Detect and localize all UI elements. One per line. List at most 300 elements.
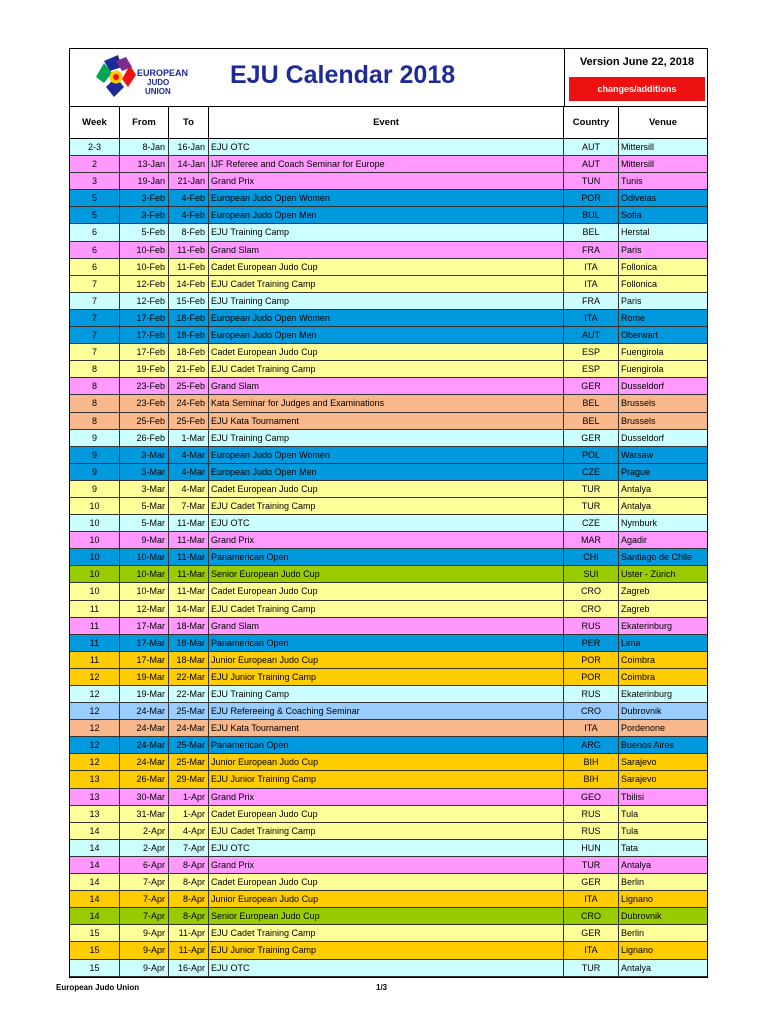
cell-event: EJU OTC	[209, 840, 564, 856]
cell-country: CRO	[564, 908, 619, 924]
cell-event: EJU Junior Training Camp	[209, 669, 564, 685]
cell-event: Cadet European Judo Cup	[209, 344, 564, 360]
cell-to: 18-Feb	[169, 327, 209, 343]
cell-week: 14	[70, 823, 120, 839]
cell-from: 17-Feb	[120, 344, 169, 360]
cell-to: 1-Apr	[169, 789, 209, 805]
changes-badge: changes/additions	[569, 77, 705, 101]
cell-event: EJU Cadet Training Camp	[209, 601, 564, 617]
cell-to: 8-Apr	[169, 908, 209, 924]
cell-event: Cadet European Judo Cup	[209, 806, 564, 822]
cell-from: 25-Feb	[120, 413, 169, 429]
cell-event: EJU OTC	[209, 139, 564, 155]
table-row	[70, 703, 707, 720]
cell-venue: Follonica	[621, 278, 658, 289]
cell-to: 25-Mar	[169, 703, 209, 719]
cell-to: 21-Feb	[169, 361, 209, 377]
cell-venue: Rome	[621, 312, 646, 323]
cell-country: ITA	[564, 259, 619, 275]
cell-to: 24-Mar	[169, 720, 209, 736]
cell-event: European Judo Open Women	[209, 310, 564, 326]
cell-to: 18-Feb	[169, 344, 209, 360]
cell-event: EJU OTC	[209, 515, 564, 531]
table-row	[70, 925, 707, 942]
cell-country: AUT	[564, 156, 619, 172]
cell-venue: Ekaterinburg	[621, 620, 673, 631]
cell-country: POR	[564, 652, 619, 668]
cell-country: RUS	[564, 618, 619, 634]
cell-from: 7-Apr	[120, 874, 169, 890]
column-to: To	[169, 107, 209, 138]
cell-event: EJU Kata Tournament	[209, 720, 564, 736]
cell-to: 8-Feb	[169, 224, 209, 240]
cell-to: 16-Apr	[169, 960, 209, 976]
footer-organization: European Judo Union	[56, 983, 140, 992]
cell-week: 13	[70, 789, 120, 805]
cell-venue: Herstal	[621, 227, 650, 238]
table-row	[70, 276, 707, 293]
cell-country: CRO	[564, 703, 619, 719]
cell-event: EJU Refereeing & Coaching Seminar	[209, 703, 564, 719]
cell-week: 13	[70, 771, 120, 787]
cell-week: 12	[70, 754, 120, 770]
cell-from: 24-Mar	[120, 754, 169, 770]
column-event: Event	[209, 107, 564, 138]
cell-country: CHI	[564, 549, 619, 565]
cell-venue: Zagreb	[621, 603, 650, 614]
cell-country: ITA	[564, 942, 619, 958]
cell-week: 13	[70, 806, 120, 822]
cell-venue: Paris	[621, 295, 642, 306]
cell-country: BEL	[564, 413, 619, 429]
cell-week: 10	[70, 515, 120, 531]
cell-week: 10	[70, 549, 120, 565]
cell-country: BEL	[564, 395, 619, 411]
cell-event: Grand Prix	[209, 857, 564, 873]
cell-country: MAR	[564, 532, 619, 548]
cell-event: Grand Prix	[209, 789, 564, 805]
cell-event: Grand Slam	[209, 378, 564, 394]
cell-to: 21-Jan	[169, 173, 209, 189]
cell-venue: Coimbra	[621, 654, 656, 665]
cell-from: 10-Mar	[120, 566, 169, 582]
cell-to: 22-Mar	[169, 686, 209, 702]
cell-venue: Antalya	[621, 500, 652, 511]
cell-venue: Oberwart	[621, 330, 659, 341]
cell-to: 11-Feb	[169, 259, 209, 275]
cell-event: Grand Slam	[209, 618, 564, 634]
cell-from: 17-Feb	[120, 310, 169, 326]
table-row	[70, 618, 707, 635]
svg-text:EUROPEAN	[137, 68, 188, 78]
cell-week: 3	[70, 173, 120, 189]
cell-from: 10-Feb	[120, 242, 169, 258]
cell-from: 19-Jan	[120, 173, 169, 189]
table-row	[70, 566, 707, 583]
table-row	[70, 737, 707, 754]
table-row	[70, 293, 707, 310]
column-country: Country	[564, 107, 619, 138]
cell-venue: Berlin	[621, 928, 645, 939]
cell-week: 7	[70, 293, 120, 309]
cell-from: 12-Feb	[120, 276, 169, 292]
cell-country: AUT	[564, 327, 619, 343]
cell-country: CRO	[564, 601, 619, 617]
cell-venue: Brussels	[621, 398, 656, 409]
table-row	[70, 378, 707, 395]
cell-week: 9	[70, 481, 120, 497]
table-row	[70, 652, 707, 669]
cell-to: 8-Apr	[169, 857, 209, 873]
cell-venue: Fuengirola	[621, 347, 664, 358]
cell-from: 7-Apr	[120, 891, 169, 907]
judo-logo-icon	[96, 55, 136, 97]
table-row	[70, 156, 707, 173]
cell-country: BIH	[564, 754, 619, 770]
cell-from: 9-Apr	[120, 960, 169, 976]
cell-event: EJU Cadet Training Camp	[209, 276, 564, 292]
table-row	[70, 891, 707, 908]
cell-country: ESP	[564, 361, 619, 377]
cell-to: 4-Feb	[169, 190, 209, 206]
cell-country: RUS	[564, 823, 619, 839]
cell-from: 26-Mar	[120, 771, 169, 787]
cell-event: EJU Cadet Training Camp	[209, 823, 564, 839]
eju-logo	[92, 53, 192, 103]
cell-event: Senior European Judo Cup	[209, 908, 564, 924]
cell-week: 6	[70, 242, 120, 258]
cell-from: 17-Mar	[120, 652, 169, 668]
cell-to: 11-Feb	[169, 242, 209, 258]
cell-week: 6	[70, 224, 120, 240]
svg-text:JUDO	[147, 78, 169, 87]
cell-week: 8	[70, 378, 120, 394]
cell-from: 3-Mar	[120, 464, 169, 480]
table-row	[70, 771, 707, 788]
cell-from: 10-Mar	[120, 583, 169, 599]
cell-country: BUL	[564, 207, 619, 223]
table-row	[70, 942, 707, 959]
table-row	[70, 464, 707, 481]
table-row	[70, 823, 707, 840]
cell-to: 18-Mar	[169, 618, 209, 634]
cell-week: 12	[70, 703, 120, 719]
cell-to: 4-Mar	[169, 481, 209, 497]
cell-week: 9	[70, 464, 120, 480]
cell-venue: Berlin	[621, 877, 645, 888]
cell-venue: Dubrovnik	[621, 706, 662, 717]
cell-event: EJU Training Camp	[209, 686, 564, 702]
cell-country: POR	[564, 669, 619, 685]
cell-country: FRA	[564, 293, 619, 309]
cell-to: 18-Mar	[169, 652, 209, 668]
cell-venue: Prague	[621, 466, 651, 477]
cell-from: 19-Feb	[120, 361, 169, 377]
calendar-header	[70, 49, 707, 107]
cell-week: 12	[70, 669, 120, 685]
cell-venue: Warsaw	[621, 449, 654, 460]
cell-venue: Mittersill	[621, 142, 654, 152]
cell-venue: Follonica	[621, 261, 658, 272]
cell-week: 14	[70, 857, 120, 873]
cell-week: 8	[70, 413, 120, 429]
cell-from: 13-Jan	[120, 156, 169, 172]
cell-country: GER	[564, 925, 619, 941]
cell-country: FRA	[564, 242, 619, 258]
cell-country: HUN	[564, 840, 619, 856]
cell-event: EJU Junior Training Camp	[209, 942, 564, 958]
cell-venue: Uster - Zürich	[621, 569, 676, 580]
cell-from: 2-Apr	[120, 840, 169, 856]
cell-event: Junior European Judo Cup	[209, 652, 564, 668]
column-week: Week	[70, 107, 120, 138]
column-from: From	[120, 107, 169, 138]
cell-to: 14-Feb	[169, 276, 209, 292]
calendar-table-body	[70, 139, 707, 977]
cell-from: 2-Apr	[120, 823, 169, 839]
cell-event: EJU OTC	[209, 960, 564, 976]
table-row	[70, 344, 707, 361]
cell-venue: Odivelas	[621, 193, 657, 204]
table-row	[70, 173, 707, 190]
cell-venue: Agadir	[621, 535, 648, 546]
table-row	[70, 310, 707, 327]
cell-from: 19-Mar	[120, 669, 169, 685]
cell-week: 8	[70, 395, 120, 411]
cell-to: 18-Mar	[169, 635, 209, 651]
cell-to: 11-Mar	[169, 566, 209, 582]
svg-text:UNION	[145, 87, 171, 96]
cell-venue: Dusseldorf	[621, 432, 665, 443]
cell-venue: Antalya	[621, 859, 652, 870]
cell-event: Grand Prix	[209, 173, 564, 189]
cell-event: Panamerican Open	[209, 737, 564, 753]
cell-event: EJU Cadet Training Camp	[209, 498, 564, 514]
cell-from: 9-Mar	[120, 532, 169, 548]
cell-week: 11	[70, 618, 120, 634]
cell-country: GER	[564, 430, 619, 446]
cell-event: Panamerican Open	[209, 549, 564, 565]
cell-country: CZE	[564, 515, 619, 531]
cell-country: ITA	[564, 720, 619, 736]
cell-event: EJU Kata Tournament	[209, 413, 564, 429]
cell-week: 2	[70, 156, 120, 172]
cell-country: ITA	[564, 310, 619, 326]
cell-country: TUR	[564, 498, 619, 514]
table-row	[70, 190, 707, 207]
cell-from: 24-Mar	[120, 737, 169, 753]
cell-venue: Antalya	[621, 483, 652, 494]
table-row	[70, 840, 707, 857]
cell-to: 11-Mar	[169, 549, 209, 565]
cell-country: TUR	[564, 960, 619, 976]
cell-week: 7	[70, 276, 120, 292]
version-box	[564, 49, 709, 106]
cell-week: 9	[70, 447, 120, 463]
table-row	[70, 395, 707, 412]
cell-to: 1-Apr	[169, 806, 209, 822]
cell-country: ARG	[564, 737, 619, 753]
table-row	[70, 583, 707, 600]
table-row	[70, 413, 707, 430]
cell-from: 8-Jan	[120, 139, 169, 155]
cell-to: 11-Mar	[169, 515, 209, 531]
cell-from: 7-Apr	[120, 908, 169, 924]
cell-to: 4-Feb	[169, 207, 209, 223]
cell-from: 9-Apr	[120, 925, 169, 941]
cell-venue: Mittersill	[621, 159, 654, 170]
cell-week: 14	[70, 874, 120, 890]
cell-country: TUN	[564, 173, 619, 189]
cell-from: 6-Apr	[120, 857, 169, 873]
table-row	[70, 532, 707, 549]
cell-week: 14	[70, 891, 120, 907]
cell-event: Junior European Judo Cup	[209, 891, 564, 907]
table-row	[70, 515, 707, 532]
cell-venue: Lignano	[621, 945, 654, 956]
cell-venue: Lignano	[621, 894, 654, 905]
cell-from: 10-Feb	[120, 259, 169, 275]
cell-from: 19-Mar	[120, 686, 169, 702]
cell-country: PER	[564, 635, 619, 651]
table-row	[70, 635, 707, 652]
cell-from: 12-Mar	[120, 601, 169, 617]
table-row	[70, 789, 707, 806]
calendar-sheet	[69, 48, 708, 978]
cell-event: Grand Slam	[209, 242, 564, 258]
cell-event: European Judo Open Men	[209, 327, 564, 343]
cell-to: 25-Feb	[169, 413, 209, 429]
cell-event: IJF Referee and Coach Seminar for Europe	[209, 156, 564, 172]
cell-week: 12	[70, 720, 120, 736]
table-row	[70, 242, 707, 259]
cell-week: 12	[70, 737, 120, 753]
cell-venue: Tata	[621, 842, 639, 853]
cell-country: BIH	[564, 771, 619, 787]
cell-venue: Santiago de Chile	[621, 552, 693, 563]
cell-week: 15	[70, 942, 120, 958]
cell-from: 3-Feb	[120, 207, 169, 223]
cell-event: Panamerican Open	[209, 635, 564, 651]
cell-country: CZE	[564, 464, 619, 480]
cell-venue: Sarajevo	[621, 774, 657, 785]
logo-line-2: JUDO	[147, 78, 170, 87]
cell-country: POR	[564, 190, 619, 206]
cell-week: 10	[70, 532, 120, 548]
cell-from: 3-Feb	[120, 190, 169, 206]
cell-to: 1-Mar	[169, 430, 209, 446]
table-row	[70, 139, 707, 156]
cell-event: Junior European Judo Cup	[209, 754, 564, 770]
cell-to: 14-Jan	[169, 156, 209, 172]
cell-venue: Antalya	[621, 962, 652, 973]
cell-week: 11	[70, 652, 120, 668]
cell-week: 8	[70, 361, 120, 377]
cell-country: ITA	[564, 276, 619, 292]
cell-venue: Sarajevo	[621, 757, 657, 768]
cell-week: 10	[70, 498, 120, 514]
logo-line-3: UNION	[145, 87, 171, 96]
cell-venue: Zagreb	[621, 586, 650, 597]
cell-to: 4-Mar	[169, 447, 209, 463]
column-header-row	[70, 107, 707, 139]
cell-to: 7-Mar	[169, 498, 209, 514]
table-row	[70, 224, 707, 241]
column-venue: Venue	[649, 117, 677, 128]
cell-venue: Tula	[621, 825, 639, 836]
cell-to: 16-Jan	[169, 139, 209, 155]
table-row	[70, 361, 707, 378]
cell-venue: Sofia	[621, 210, 642, 221]
cell-venue: Fuengirola	[621, 364, 664, 375]
cell-from: 17-Feb	[120, 327, 169, 343]
cell-country: RUS	[564, 806, 619, 822]
cell-week: 10	[70, 566, 120, 582]
cell-country: AUT	[564, 139, 619, 155]
cell-week: 12	[70, 686, 120, 702]
cell-to: 24-Feb	[169, 395, 209, 411]
cell-from: 24-Mar	[120, 720, 169, 736]
cell-event: Grand Prix	[209, 532, 564, 548]
cell-from: 10-Mar	[120, 549, 169, 565]
cell-from: 23-Feb	[120, 378, 169, 394]
cell-country: SUI	[564, 566, 619, 582]
cell-to: 25-Feb	[169, 378, 209, 394]
table-row	[70, 430, 707, 447]
cell-event: European Judo Open Men	[209, 207, 564, 223]
cell-to: 22-Mar	[169, 669, 209, 685]
table-row	[70, 960, 707, 977]
cell-week: 7	[70, 310, 120, 326]
table-row	[70, 720, 707, 737]
cell-event: European Judo Open Women	[209, 447, 564, 463]
cell-event: EJU Training Camp	[209, 224, 564, 240]
table-row	[70, 686, 707, 703]
cell-from: 3-Mar	[120, 481, 169, 497]
cell-week: 7	[70, 344, 120, 360]
table-row	[70, 874, 707, 891]
cell-event: Kata Seminar for Judges and Examinations	[209, 395, 564, 411]
cell-to: 18-Feb	[169, 310, 209, 326]
page-title: EJU Calendar 2018	[230, 61, 456, 89]
cell-from: 24-Mar	[120, 703, 169, 719]
cell-event: EJU Training Camp	[209, 430, 564, 446]
cell-from: 9-Apr	[120, 942, 169, 958]
cell-week: 5	[70, 207, 120, 223]
cell-country: GEO	[564, 789, 619, 805]
cell-event: Cadet European Judo Cup	[209, 481, 564, 497]
cell-to: 15-Feb	[169, 293, 209, 309]
cell-to: 8-Apr	[169, 891, 209, 907]
cell-from: 17-Mar	[120, 618, 169, 634]
table-row	[70, 259, 707, 276]
table-row	[70, 207, 707, 224]
cell-from: 12-Feb	[120, 293, 169, 309]
cell-to: 25-Mar	[169, 754, 209, 770]
cell-event: EJU Junior Training Camp	[209, 771, 564, 787]
cell-country: GER	[564, 378, 619, 394]
cell-event: European Judo Open Men	[209, 464, 564, 480]
cell-country: BEL	[564, 224, 619, 240]
cell-from: 30-Mar	[120, 789, 169, 805]
cell-to: 8-Apr	[169, 874, 209, 890]
table-row	[70, 806, 707, 823]
page-number: 1/3	[376, 983, 388, 992]
cell-event: Cadet European Judo Cup	[209, 583, 564, 599]
cell-country: TUR	[564, 481, 619, 497]
cell-venue: Tbilisi	[621, 791, 645, 802]
table-row	[70, 754, 707, 771]
